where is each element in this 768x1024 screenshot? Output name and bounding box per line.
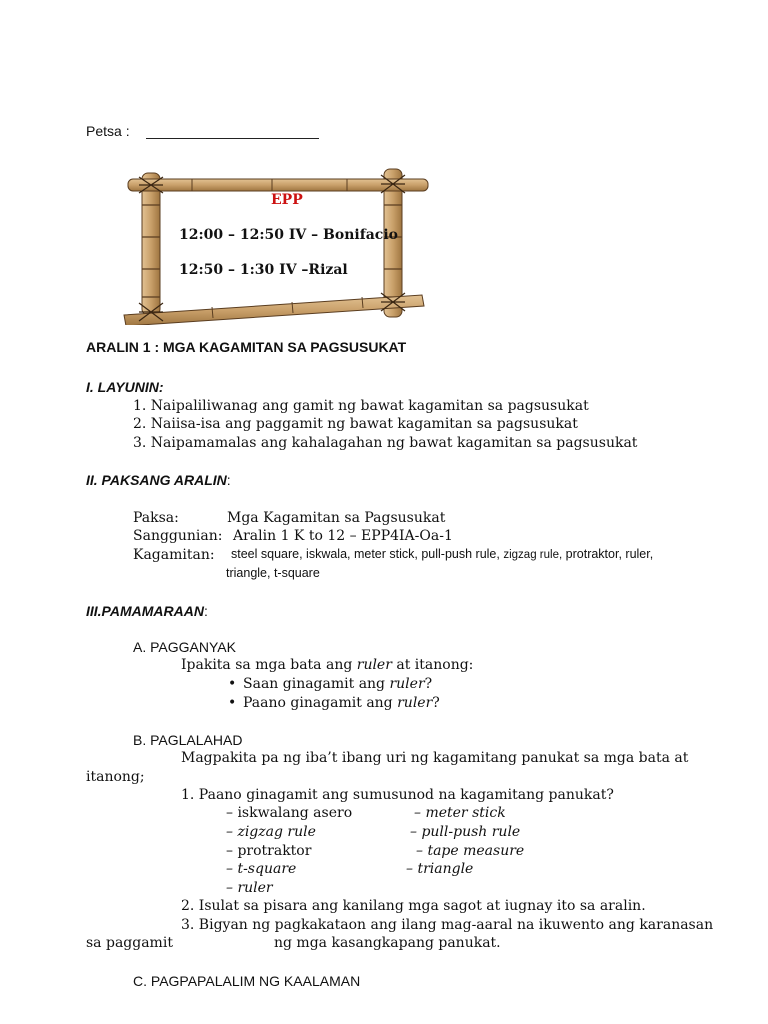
bamboo-left-pole xyxy=(142,173,160,315)
tool-item: – ruler xyxy=(226,880,273,896)
procedure-heading-text: III.PAMAMARAAN xyxy=(86,603,204,619)
tool-item: – tape measure xyxy=(416,843,525,859)
kagamitan-label: Kagamitan: xyxy=(133,547,215,563)
bullet-item xyxy=(243,696,440,710)
sanggunian-value: Aralin 1 K to 12 – EPP4IA-Oa-1 xyxy=(233,528,453,544)
bullet-1-b: ruler xyxy=(389,676,425,692)
subject-matter-heading xyxy=(86,473,231,487)
objectives-heading: I. LAYUNIN: xyxy=(86,379,164,395)
bullet-item xyxy=(243,677,432,691)
schedule-subject: EPP xyxy=(271,192,303,208)
section-a-intro xyxy=(181,658,473,672)
section-c-title: C. PAGPAPALALIM NG KAALAMAN xyxy=(133,973,361,989)
tool-item: – meter stick xyxy=(414,805,506,821)
section-a-intro-2: ruler xyxy=(356,657,392,673)
bullet-2-c: ? xyxy=(432,695,440,711)
section-b-question-1: 1. Paano ginagamit ang sumusunod na kagamitang panukat? xyxy=(181,787,614,803)
bamboo-bottom-bar xyxy=(124,295,424,325)
bullet-1-c: ? xyxy=(424,676,433,692)
bullet-icon: • xyxy=(228,676,237,692)
tool-item: – iskwalang asero xyxy=(226,805,353,821)
bamboo-frame xyxy=(122,165,432,325)
section-b-question-2: 2. Isulat sa pisara ang kanilang mga sagot at iugnay ito sa aralin. xyxy=(181,898,646,914)
bamboo-top-bar xyxy=(128,179,428,191)
lesson-title: ARALIN 1 : MGA KAGAMITAN SA PAGSUSUKAT xyxy=(86,339,407,355)
tool-item: – triangle xyxy=(406,861,474,877)
section-b-intro: Magpakita pa ng iba’t ibang uri ng kagamitang panukat sa mga bata at xyxy=(181,750,689,766)
tool-item: – t-square xyxy=(226,861,297,877)
procedure-heading xyxy=(86,604,208,618)
subject-matter-heading-colon: : xyxy=(226,472,231,488)
kagamitan-value-a: steel square, iskwala, meter stick, pull-push rule, xyxy=(231,547,500,561)
kagamitan-value-line-2: triangle, t-square xyxy=(226,566,320,580)
section-a-title: A. PAGGANYAK xyxy=(133,639,236,655)
kagamitan-value-c: protraktor, ruler, xyxy=(565,547,654,561)
section-a-intro-3: at itanong: xyxy=(391,657,474,673)
tool-item: – zigzag rule xyxy=(226,824,316,840)
tool-item: – protraktor xyxy=(226,843,312,859)
bullet-2-b: ruler xyxy=(397,695,433,711)
section-b-question-3: 3. Bigyan ng pagkakataon ang ilang mag-aaral na ikuwento ang karanasan xyxy=(181,917,714,933)
date-blank-line[interactable] xyxy=(146,138,319,139)
bullet-2-a: Paano ginagamit ang xyxy=(243,695,398,711)
sanggunian-label: Sanggunian: xyxy=(133,528,223,544)
section-b-intro-cont: itanong; xyxy=(86,769,145,785)
bullet-icon: • xyxy=(228,695,237,711)
subject-matter-heading-text: II. PAKSANG ARALIN xyxy=(86,472,227,488)
section-b-question-3-cont-a: sa paggamit xyxy=(86,935,173,951)
objective-item: 2. Naiisa-isa ang paggamit ng bawat kagamitan sa pagsusukat xyxy=(133,416,578,432)
kagamitan-value xyxy=(231,548,653,562)
kagamitan-value-b: zigzag rule, xyxy=(503,549,563,561)
bullet-1-a: Saan ginagamit ang xyxy=(243,676,390,692)
procedure-heading-colon: : xyxy=(203,603,208,619)
tool-item: – pull-push rule xyxy=(410,824,521,840)
paksa-value: Mga Kagamitan sa Pagsusukat xyxy=(227,510,446,526)
date-label: Petsa : xyxy=(86,123,130,139)
objective-item: 3. Naipamamalas ang kahalagahan ng bawat kagamitan sa pagsusukat xyxy=(133,435,638,451)
section-a-intro-1: Ipakita sa mga bata ang xyxy=(181,657,357,673)
section-b-question-3-cont-b: ng mga kasangkapang panukat. xyxy=(274,935,501,951)
paksa-label: Paksa: xyxy=(133,510,179,526)
section-b-title: B. PAGLALAHAD xyxy=(133,732,243,748)
schedule-line-1: 12:00 – 12:50 IV – Bonifacio xyxy=(179,227,398,243)
schedule-line-2: 12:50 – 1:30 IV –Rizal xyxy=(179,262,348,278)
objective-item: 1. Naipaliliwanag ang gamit ng bawat kagamitan sa pagsusukat xyxy=(133,398,589,414)
